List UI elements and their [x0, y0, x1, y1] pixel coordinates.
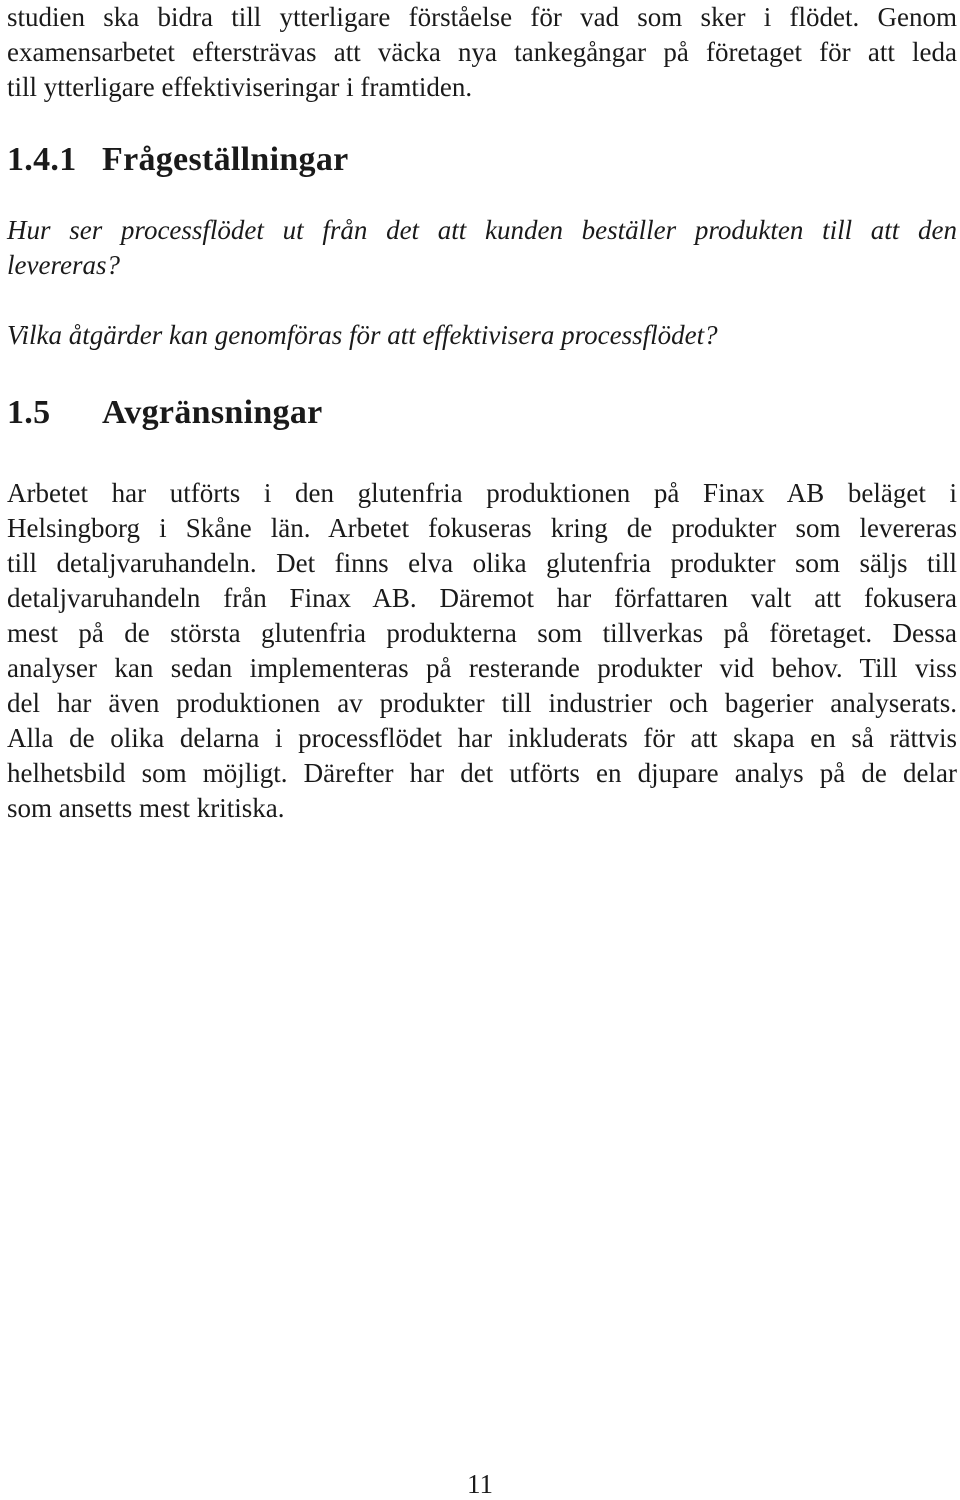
section-title: Frågeställningar — [102, 141, 349, 178]
delimitations-paragraph — [7, 476, 957, 826]
question-line: levereras? — [7, 250, 120, 280]
body-line: helhetsbild som möjligt. Därefter har det utförts en djupare analys på de delar — [7, 758, 957, 788]
page-number: 11 — [467, 1469, 493, 1499]
body-line: Arbetet har utförts i den glutenfria produktionen på Finax AB beläget i — [7, 478, 957, 508]
body-line: detaljvaruhandeln från Finax AB. Däremot har författaren valt att fokusera — [7, 583, 957, 613]
research-question-2 — [7, 318, 957, 353]
research-question-1 — [7, 213, 957, 283]
body-line: till detaljvaruhandeln. Det finns elva olika glutenfria produkter som säljs till — [7, 548, 957, 578]
body-line: del har även produktionen av produkter till industrier och bagerier analyserats. — [7, 688, 957, 718]
section-number: 1.5 — [7, 394, 51, 431]
body-line: mest på de största glutenfria produkterna som tillverkas på företaget. Dessa — [7, 618, 957, 648]
body-line: analyser kan sedan implementeras på resterande produkter vid behov. Till viss — [7, 653, 957, 683]
section-title: Avgränsningar — [102, 394, 323, 431]
body-line: som ansetts mest kritiska. — [7, 793, 285, 823]
section-heading-1-4-1 — [7, 140, 349, 180]
intro-line: studien ska bidra till ytterligare förståelse för vad som sker i flödet. Genom — [7, 2, 957, 32]
body-line: Alla de olika delarna i processflödet har inkluderats för att skapa en så rättvis — [7, 723, 957, 753]
intro-line: till ytterligare effektiviseringar i framtiden. — [7, 72, 473, 102]
intro-paragraph — [7, 0, 957, 105]
section-number: 1.4.1 — [7, 141, 77, 178]
intro-line: examensarbetet eftersträvas att väcka nya tankegångar på företaget för att leda — [7, 37, 957, 67]
question-line: Hur ser processflödet ut från det att kunden beställer produkten till att den — [7, 215, 957, 245]
question-line: Vilka åtgärder kan genomföras för att effektivisera processflödet? — [7, 320, 718, 350]
body-line: Helsingborg i Skåne län. Arbetet fokuseras kring de produkter som levereras — [7, 513, 957, 543]
section-heading-1-5 — [7, 393, 323, 433]
